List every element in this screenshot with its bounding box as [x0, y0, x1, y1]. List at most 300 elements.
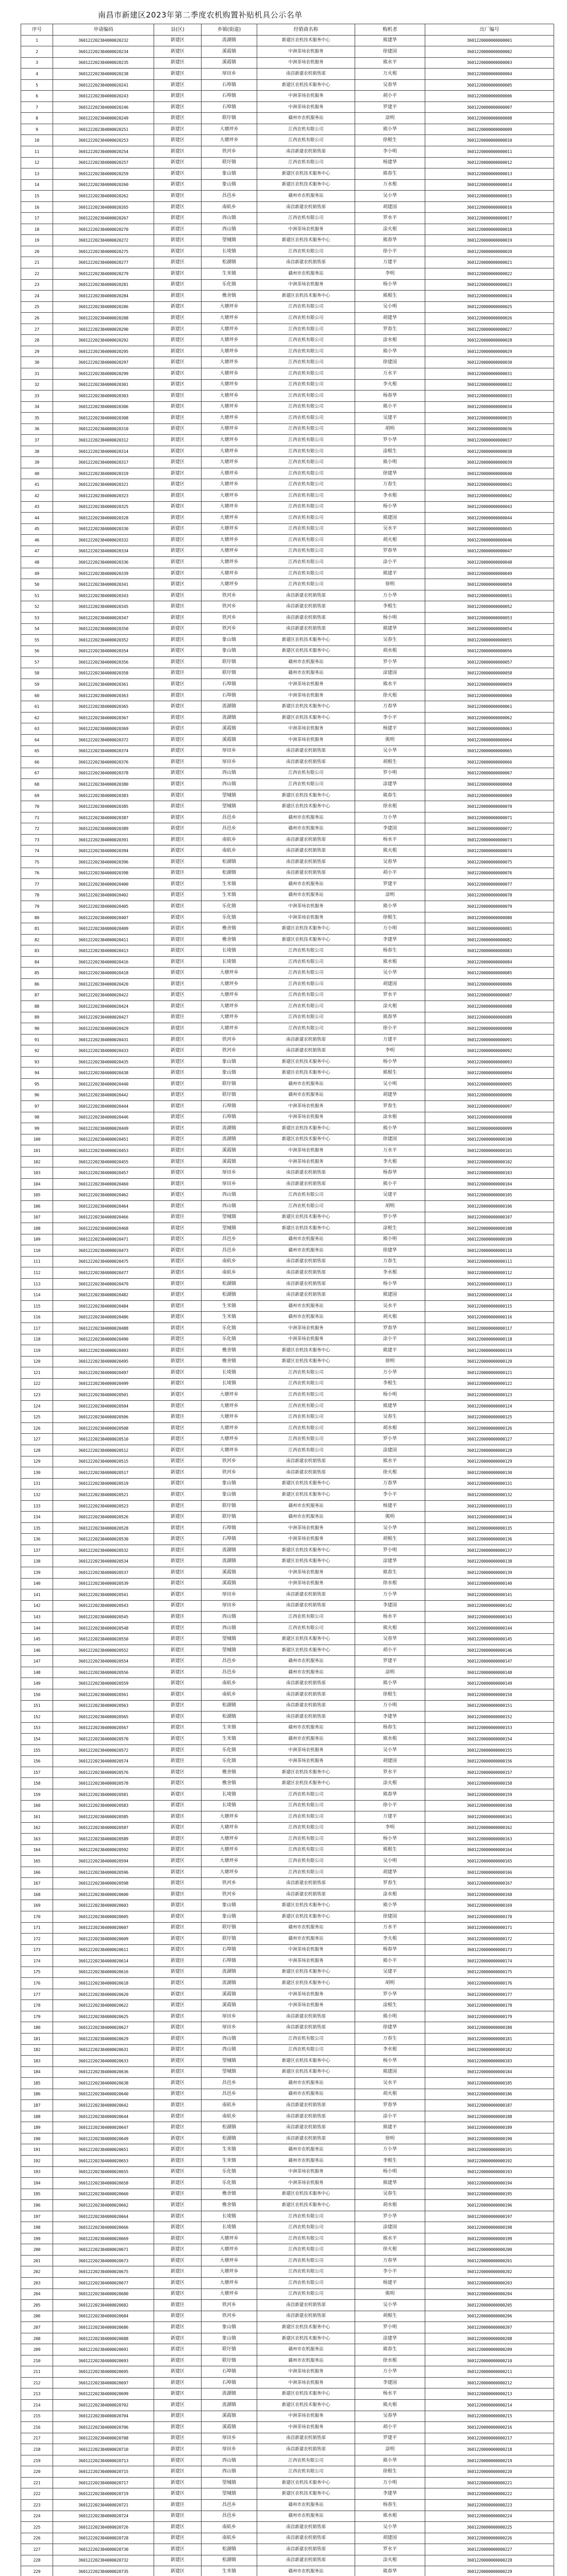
county-cell: 新建区 — [154, 657, 202, 668]
town-cell: 南矶乡 — [202, 1689, 257, 1701]
row-number-cell: 220 — [21, 2466, 53, 2478]
row-number-cell: 17 — [21, 213, 53, 224]
row-number-cell: 216 — [21, 2422, 53, 2433]
row-number-cell: 87 — [21, 990, 53, 1001]
town-cell: 西山镇 — [202, 1190, 257, 1201]
buyer-cell: 万小明 — [355, 1700, 425, 1711]
row-number-cell: 165 — [21, 1856, 53, 1867]
dealer-cell: 南昌新建农机销售部 — [257, 612, 355, 623]
town-cell: 溪霞镇 — [202, 1156, 257, 1167]
dealer-cell: 赣州市农机服务站 — [257, 1234, 355, 1245]
serial-number-cell: 3601220000000000001 — [425, 35, 554, 46]
dealer-cell: 南昌新建农机销售部 — [257, 623, 355, 635]
buyer-cell: 胡建国 — [355, 979, 425, 990]
serial-number-cell: 3601220000000000072 — [425, 823, 554, 835]
dealer-cell: 南昌新建农机销售部 — [257, 1290, 355, 1301]
row-number-cell: 101 — [21, 1145, 53, 1157]
county-cell: 新建区 — [154, 1012, 202, 1023]
county-cell: 新建区 — [154, 546, 202, 557]
county-cell: 新建区 — [154, 745, 202, 757]
dealer-cell: 南昌新建农机销售部 — [257, 1467, 355, 1479]
town-cell: 石埠镇 — [202, 1522, 257, 1534]
serial-number-cell: 3601220000000000138 — [425, 1556, 554, 1567]
row-number-cell: 55 — [21, 635, 53, 646]
buyer-cell: 罗小明 — [355, 2322, 425, 2333]
buyer-cell: 杨水平 — [355, 1612, 425, 1623]
town-cell: 樵舍镇 — [202, 291, 257, 302]
town-cell: 望城镇 — [202, 1645, 257, 1656]
row-number-cell: 194 — [21, 2178, 53, 2189]
table-row — [21, 923, 554, 935]
table-row — [21, 257, 554, 268]
buyer-cell: 涂火根 — [355, 1778, 425, 1789]
table-row — [21, 723, 554, 735]
town-cell: 松湖镇 — [202, 1278, 257, 1290]
table-row — [21, 1178, 554, 1190]
row-number-cell: 146 — [21, 1645, 53, 1656]
buyer-cell: 涂建国 — [355, 668, 425, 679]
buyer-cell: 徐火根 — [355, 1467, 425, 1479]
table-row — [21, 2411, 554, 2422]
serial-number-cell: 3601220000000000015 — [425, 191, 554, 202]
county-cell: 新建区 — [154, 2056, 202, 2067]
town-cell: 大塘坪乡 — [202, 968, 257, 979]
dealer-cell: 江西农机有限公司 — [257, 368, 355, 379]
table-row — [21, 1356, 554, 1367]
serial-number-cell: 3601220000000000082 — [425, 934, 554, 945]
buyer-cell: 万春华 — [355, 1478, 425, 1489]
table-row — [21, 1622, 554, 1634]
application-code-cell: 360122202304000020468 — [53, 1223, 154, 1234]
application-code-cell: 360122202304000020367 — [53, 712, 154, 723]
row-number-cell: 107 — [21, 1212, 53, 1223]
county-cell: 新建区 — [154, 1634, 202, 1645]
application-code-cell: 360122202304000020422 — [53, 990, 154, 1001]
serial-number-cell: 3601220000000000028 — [425, 335, 554, 346]
dealer-cell: 江西农机有限公司 — [257, 135, 355, 146]
serial-number-cell: 3601220000000000190 — [425, 2133, 554, 2144]
county-cell: 新建区 — [154, 1667, 202, 1678]
town-cell: 大塘坪乡 — [202, 1867, 257, 1878]
county-cell: 新建区 — [154, 1290, 202, 1301]
buyer-cell: 涂建国 — [355, 1445, 425, 1456]
application-code-cell: 360122202304000020435 — [53, 1056, 154, 1067]
serial-number-cell: 3601220000000000176 — [425, 1978, 554, 1989]
application-code-cell: 360122202304000020424 — [53, 1001, 154, 1012]
town-cell: 昌邑乡 — [202, 2511, 257, 2522]
town-cell: 溪霞镇 — [202, 2422, 257, 2433]
application-code-cell: 360122202304000020528 — [53, 1522, 154, 1534]
table-row — [21, 1190, 554, 1201]
buyer-cell: 杨春生 — [355, 2499, 425, 2511]
town-cell: 厚田乡 — [202, 1178, 257, 1190]
town-cell: 石埠镇 — [202, 1112, 257, 1123]
application-code-cell: 360122202304000020521 — [53, 1489, 154, 1501]
row-number-cell: 137 — [21, 1545, 53, 1556]
dealer-cell: 江西农机有限公司 — [257, 479, 355, 490]
row-number-cell: 182 — [21, 2044, 53, 2056]
county-cell: 新建区 — [154, 2344, 202, 2355]
table-row — [21, 1967, 554, 1978]
application-code-cell: 360122202304000020629 — [53, 2033, 154, 2044]
table-row — [21, 2211, 554, 2222]
town-cell: 流湖镇 — [202, 1556, 257, 1567]
row-number-cell: 154 — [21, 1734, 53, 1745]
county-cell: 新建区 — [154, 801, 202, 812]
buyer-cell: 涂火根 — [355, 224, 425, 235]
buyer-cell: 吴小华 — [355, 191, 425, 202]
county-cell: 新建区 — [154, 435, 202, 446]
row-number-cell: 33 — [21, 391, 53, 402]
application-code-cell: 360122202304000020429 — [53, 1023, 154, 1035]
buyer-cell: 熊明 — [355, 1512, 425, 1523]
county-cell: 新建区 — [154, 1989, 202, 2000]
town-cell: 溪霞镇 — [202, 57, 257, 69]
dealer-cell: 中洲茶场农机服务 — [257, 1145, 355, 1157]
application-code-cell: 360122202304000020611 — [53, 1944, 154, 1956]
county-cell: 新建区 — [154, 923, 202, 935]
application-code-cell: 360122202304000020328 — [53, 513, 154, 524]
dealer-cell: 江西农机有限公司 — [257, 1612, 355, 1623]
application-code-cell: 360122202304000020730 — [53, 2544, 154, 2555]
county-cell: 新建区 — [154, 2022, 202, 2033]
buyer-cell: 罗小明 — [355, 768, 425, 779]
row-number-cell: 73 — [21, 834, 53, 845]
table-row — [21, 1489, 554, 1501]
buyer-cell: 杨小华 — [355, 279, 425, 291]
serial-number-cell: 3601220000000000054 — [425, 623, 554, 635]
table-row — [21, 146, 554, 158]
town-cell: 大塘坪乡 — [202, 401, 257, 413]
buyer-cell: 胡根生 — [355, 1534, 425, 1545]
table-row — [21, 2422, 554, 2433]
table-row — [21, 57, 554, 69]
town-cell: 铁河乡 — [202, 601, 257, 613]
dealer-cell: 南昌新建农机销售部 — [257, 1256, 355, 1267]
dealer-cell: 江西农机有限公司 — [257, 1856, 355, 1867]
application-code-cell: 360122202304000020416 — [53, 956, 154, 968]
serial-number-cell: 3601220000000000004 — [425, 69, 554, 80]
table-row — [21, 35, 554, 46]
row-number-cell: 181 — [21, 2033, 53, 2044]
row-number-cell: 84 — [21, 956, 53, 968]
town-cell: 铁河乡 — [202, 590, 257, 601]
serial-number-cell: 3601220000000000022 — [425, 268, 554, 280]
table-row — [21, 135, 554, 146]
serial-number-cell: 3601220000000000040 — [425, 468, 554, 479]
town-cell: 望城镇 — [202, 235, 257, 246]
town-cell: 象山镇 — [202, 179, 257, 191]
county-cell: 新建区 — [154, 135, 202, 146]
serial-number-cell: 3601220000000000139 — [425, 1567, 554, 1579]
town-cell: 松湖镇 — [202, 1290, 257, 1301]
table-row — [21, 1922, 554, 1934]
buyer-cell: 杨水平 — [355, 2388, 425, 2400]
column-header: 经销商名称 — [257, 24, 355, 36]
table-row — [21, 479, 554, 490]
county-cell: 新建区 — [154, 2499, 202, 2511]
row-number-cell: 20 — [21, 246, 53, 257]
serial-number-cell: 3601220000000000020 — [425, 246, 554, 257]
buyer-cell: 万水平 — [355, 368, 425, 379]
dealer-cell: 新建区农机技术服务中心 — [257, 2189, 355, 2200]
row-number-cell: 90 — [21, 1023, 53, 1035]
county-cell: 新建区 — [154, 1756, 202, 1767]
dealer-cell: 江西农机有限公司 — [257, 1422, 355, 1434]
buyer-cell: 吴春生 — [355, 635, 425, 646]
county-cell: 新建区 — [154, 1300, 202, 1312]
table-row — [21, 1756, 554, 1767]
application-code-cell: 360122202304000020243 — [53, 91, 154, 102]
application-code-cell: 360122202304000020616 — [53, 1967, 154, 1978]
row-number-cell: 204 — [21, 2289, 53, 2300]
application-code-cell: 360122202304000020715 — [53, 2466, 154, 2478]
application-code-cell: 360122202304000020343 — [53, 590, 154, 601]
county-cell: 新建区 — [154, 2233, 202, 2244]
serial-number-cell: 3601220000000000058 — [425, 668, 554, 679]
application-code-cell: 360122202304000020706 — [53, 2422, 154, 2433]
dealer-cell: 新建区农机技术服务中心 — [257, 2388, 355, 2400]
row-number-cell: 77 — [21, 879, 53, 890]
town-cell: 大塘坪乡 — [202, 535, 257, 546]
dealer-cell: 中洲茶场农机服务 — [257, 2178, 355, 2189]
table-row — [21, 1722, 554, 1734]
table-row — [21, 535, 554, 546]
row-number-cell: 65 — [21, 745, 53, 757]
table-row — [21, 268, 554, 280]
serial-number-cell: 3601220000000000199 — [425, 2233, 554, 2244]
county-cell: 新建区 — [154, 1090, 202, 1101]
application-code-cell: 360122202304000020350 — [53, 623, 154, 635]
dealer-cell: 江西农机有限公司 — [257, 768, 355, 779]
application-code-cell: 360122202304000020600 — [53, 1889, 154, 1900]
row-number-cell: 8 — [21, 113, 53, 124]
serial-number-cell: 3601220000000000059 — [425, 679, 554, 690]
county-cell: 新建区 — [154, 1234, 202, 1245]
table-row — [21, 1200, 554, 1212]
application-code-cell: 360122202304000020354 — [53, 646, 154, 657]
row-number-cell: 62 — [21, 712, 53, 723]
town-cell: 大塘坪乡 — [202, 490, 257, 501]
buyer-cell: 熊火根 — [355, 1622, 425, 1634]
serial-number-cell: 3601220000000000133 — [425, 1500, 554, 1512]
serial-number-cell: 3601220000000000163 — [425, 1834, 554, 1845]
dealer-cell: 赣州市农机服务站 — [257, 1090, 355, 1101]
buyer-cell: 万小华 — [355, 590, 425, 601]
county-cell: 新建区 — [154, 934, 202, 945]
dealer-cell: 江西农机有限公司 — [257, 1378, 355, 1389]
buyer-cell: 李小明 — [355, 146, 425, 158]
application-code-cell: 360122202304000020495 — [53, 1356, 154, 1367]
application-code-cell: 360122202304000020671 — [53, 2244, 154, 2256]
buyer-cell: 吴小明 — [355, 301, 425, 313]
dealer-cell: 江西农机有限公司 — [257, 1400, 355, 1412]
town-cell: 南矶乡 — [202, 834, 257, 845]
row-number-cell: 35 — [21, 413, 53, 424]
table-row — [21, 346, 554, 357]
buyer-cell: 徐水根 — [355, 2355, 425, 2366]
dealer-cell: 赣州市农机服务站 — [257, 1500, 355, 1512]
row-number-cell: 114 — [21, 1290, 53, 1301]
application-code-cell: 360122202304000020543 — [53, 1600, 154, 1612]
county-cell: 新建区 — [154, 2477, 202, 2488]
buyer-cell: 胡火根 — [355, 2089, 425, 2100]
dealer-cell: 南昌新建农机销售部 — [257, 601, 355, 613]
buyer-cell: 李水根 — [355, 1267, 425, 1279]
application-code-cell: 360122202304000020512 — [53, 1445, 154, 1456]
dealer-cell: 赣州市农机服务站 — [257, 2355, 355, 2366]
table-row — [21, 1456, 554, 1467]
table-row — [21, 1900, 554, 1911]
county-cell: 新建区 — [154, 535, 202, 546]
buyer-cell: 吴建平 — [355, 1967, 425, 1978]
county-cell: 新建区 — [154, 790, 202, 801]
application-code-cell: 360122202304000020598 — [53, 1878, 154, 1889]
serial-number-cell: 3601220000000000043 — [425, 501, 554, 513]
application-code-cell: 360122202304000020631 — [53, 2044, 154, 2056]
county-cell: 新建区 — [154, 568, 202, 579]
serial-number-cell: 3601220000000000052 — [425, 601, 554, 613]
dealer-cell: 赣州市农机服务站 — [257, 1300, 355, 1312]
row-number-cell: 143 — [21, 1612, 53, 1623]
table-row — [21, 2433, 554, 2444]
serial-number-cell: 3601220000000000109 — [425, 1234, 554, 1245]
serial-number-cell: 3601220000000000142 — [425, 1600, 554, 1612]
dealer-cell: 江西农机有限公司 — [257, 2044, 355, 2056]
dealer-cell: 南昌新建农机销售部 — [257, 69, 355, 80]
buyer-cell: 万水根 — [355, 179, 425, 191]
row-number-cell: 59 — [21, 679, 53, 690]
dealer-cell: 江西农机有限公司 — [257, 213, 355, 224]
application-code-cell: 360122202304000020620 — [53, 1989, 154, 2000]
town-cell: 大塘坪乡 — [202, 1434, 257, 1445]
buyer-cell: 徐建国 — [355, 357, 425, 368]
row-number-cell: 172 — [21, 1934, 53, 1945]
application-code-cell: 360122202304000020721 — [53, 2499, 154, 2511]
town-cell: 流湖镇 — [202, 712, 257, 723]
serial-number-cell: 3601220000000000101 — [425, 1145, 554, 1157]
application-code-cell: 360122202304000020413 — [53, 945, 154, 957]
buyer-cell: 罗建平 — [355, 879, 425, 890]
county-cell: 新建区 — [154, 1434, 202, 1445]
buyer-cell: 万春生 — [355, 1256, 425, 1267]
buyer-cell: 熊水平 — [355, 679, 425, 690]
table-row — [21, 779, 554, 790]
application-code-cell: 360122202304000020396 — [53, 857, 154, 868]
application-code-cell: 360122202304000020609 — [53, 1934, 154, 1945]
serial-number-cell: 3601220000000000156 — [425, 1756, 554, 1767]
town-cell: 生米镇 — [202, 1722, 257, 1734]
buyer-cell: 罗春生 — [355, 1101, 425, 1112]
table-row — [21, 391, 554, 402]
row-number-cell: 191 — [21, 2144, 53, 2156]
buyer-cell: 涂建国 — [355, 2222, 425, 2233]
county-cell: 新建区 — [154, 968, 202, 979]
row-number-cell: 169 — [21, 1900, 53, 1911]
town-cell: 西山镇 — [202, 2455, 257, 2466]
table-row — [21, 901, 554, 912]
county-cell: 新建区 — [154, 1911, 202, 1922]
dealer-cell: 新建区农机技术服务中心 — [257, 1056, 355, 1067]
town-cell: 乐化镇 — [202, 912, 257, 923]
row-number-cell: 103 — [21, 1167, 53, 1179]
serial-number-cell: 3601220000000000211 — [425, 2366, 554, 2378]
buyer-cell: 熊建平 — [355, 1345, 425, 1357]
table-row — [21, 1278, 554, 1290]
serial-number-cell: 3601220000000000115 — [425, 1300, 554, 1312]
application-code-cell: 360122202304000020614 — [53, 1956, 154, 1967]
dealer-cell: 赣州市农机服务站 — [257, 191, 355, 202]
serial-number-cell: 3601220000000000071 — [425, 812, 554, 823]
dealer-cell: 新建区农机技术服务中心 — [257, 1134, 355, 1145]
serial-number-cell: 3601220000000000065 — [425, 745, 554, 757]
dealer-cell: 江西农机有限公司 — [257, 346, 355, 357]
application-code-cell: 360122202304000020510 — [53, 1434, 154, 1445]
buyer-cell: 徐根生 — [355, 1689, 425, 1701]
serial-number-cell: 3601220000000000077 — [425, 879, 554, 890]
serial-number-cell: 3601220000000000181 — [425, 2033, 554, 2044]
dealer-cell: 南昌新建农机销售部 — [257, 1167, 355, 1179]
application-code-cell: 360122202304000020457 — [53, 1167, 154, 1179]
row-number-cell: 109 — [21, 1234, 53, 1245]
town-cell: 铁河乡 — [202, 1889, 257, 1900]
serial-number-cell: 3601220000000000075 — [425, 857, 554, 868]
row-number-cell: 153 — [21, 1722, 53, 1734]
county-cell: 新建区 — [154, 2322, 202, 2333]
application-code-cell: 360122202304000020649 — [53, 2133, 154, 2144]
application-code-cell: 360122202304000020708 — [53, 2433, 154, 2444]
row-number-cell: 223 — [21, 2499, 53, 2511]
application-code-cell: 360122202304000020662 — [53, 2200, 154, 2211]
dealer-cell: 赣州市农机服务站 — [257, 879, 355, 890]
application-code-cell: 360122202304000020732 — [53, 2555, 154, 2566]
application-code-cell: 360122202304000020361 — [53, 679, 154, 690]
table-row — [21, 224, 554, 235]
row-number-cell: 136 — [21, 1534, 53, 1545]
serial-number-cell: 3601220000000000035 — [425, 413, 554, 424]
table-row — [21, 1212, 554, 1223]
row-number-cell: 34 — [21, 401, 53, 413]
application-code-cell: 360122202304000020438 — [53, 1067, 154, 1079]
column-header: 出厂编号 — [425, 24, 554, 36]
buyer-cell: 万小华 — [355, 1589, 425, 1601]
dealer-cell: 中洲茶场农机服务 — [257, 1156, 355, 1167]
application-code-cell: 360122202304000020647 — [53, 2122, 154, 2133]
town-cell: 南矶乡 — [202, 845, 257, 857]
buyer-cell: 胡根生 — [355, 757, 425, 768]
dealer-cell: 江西农机有限公司 — [257, 956, 355, 968]
county-cell: 新建区 — [154, 945, 202, 957]
table-row — [21, 679, 554, 690]
row-number-cell: 180 — [21, 2022, 53, 2033]
row-number-cell: 67 — [21, 768, 53, 779]
town-cell: 大塘坪乡 — [202, 557, 257, 568]
application-code-cell: 360122202304000020383 — [53, 790, 154, 801]
town-cell: 大塘坪乡 — [202, 479, 257, 490]
serial-number-cell: 3601220000000000080 — [425, 912, 554, 923]
row-number-cell: 175 — [21, 1967, 53, 1978]
county-cell: 新建区 — [154, 1589, 202, 1601]
town-cell: 松湖镇 — [202, 2544, 257, 2555]
serial-number-cell: 3601220000000000005 — [425, 79, 554, 91]
buyer-cell: 熊小华 — [355, 124, 425, 135]
row-number-cell: 201 — [21, 2255, 53, 2266]
application-code-cell: 360122202304000020444 — [53, 1101, 154, 1112]
application-code-cell: 360122202304000020545 — [53, 1612, 154, 1623]
application-code-cell: 360122202304000020420 — [53, 979, 154, 990]
serial-number-cell: 3601220000000000154 — [425, 1734, 554, 1745]
county-cell: 新建区 — [154, 912, 202, 923]
